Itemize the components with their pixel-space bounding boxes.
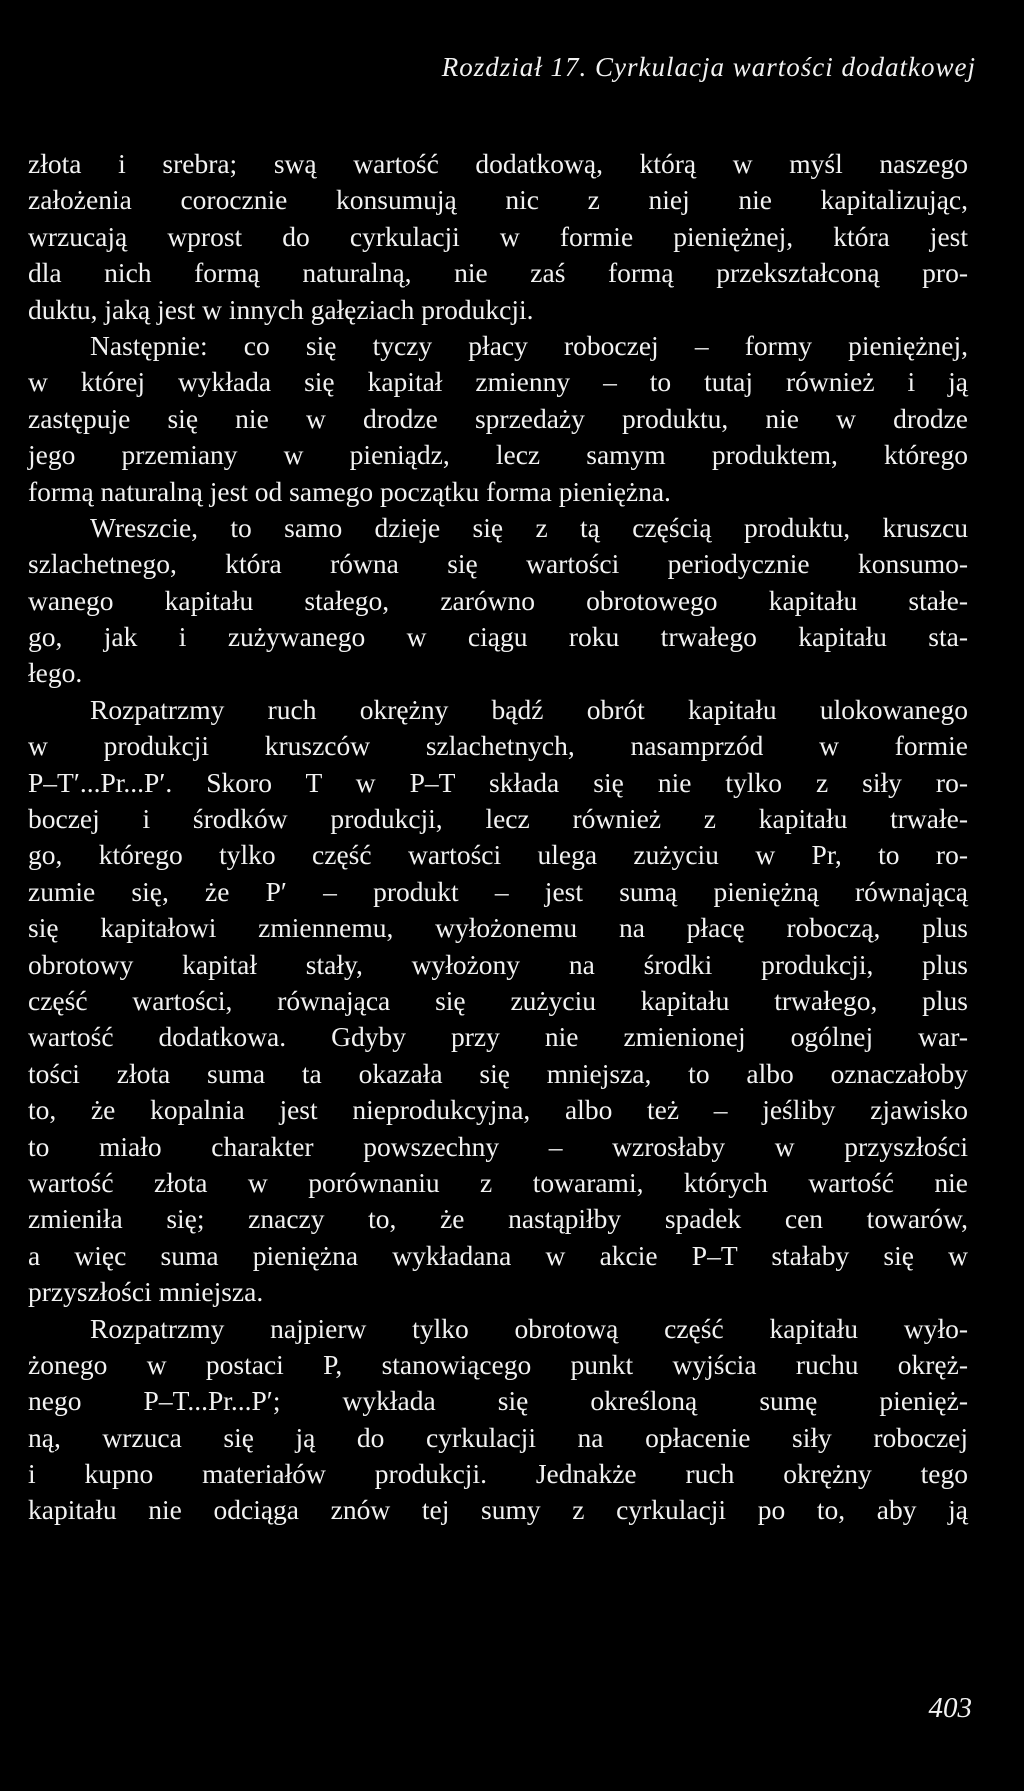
text-line: go, jak i zużywanego w ciągu roku trwałego kapitału sta- <box>28 621 968 653</box>
text-line: ną, wrzuca się ją do cyrkulacji na opłacenie siły roboczej <box>28 1421 968 1453</box>
text-line: dla nich formą naturalną, nie zaś formą przekształconą pro- <box>28 257 968 289</box>
text-line: żonego w postaci P, stanowiącego punkt wyjścia ruchu okręż- <box>28 1348 968 1380</box>
text-line: w której wykłada się kapitał zmienny – to tutaj również i ją <box>28 366 968 398</box>
text-line: obrotowy kapitał stały, wyłożony na środki produkcji, plus <box>28 948 968 980</box>
text-line: Rozpatrzmy ruch okrężny bądź obrót kapitału ulokowanego <box>90 693 968 725</box>
text-line: szlachetnego, która równa się wartości periodycznie konsumo- <box>28 548 968 580</box>
text-line: duktu, jaką jest w innych gałęziach produkcji. <box>28 293 534 325</box>
text-line: część wartości, równająca się zużyciu kapitału trwałego, plus <box>28 984 968 1016</box>
text-line: nego P–T...Pr...P′; wykłada się określoną sumę pienięż- <box>28 1385 968 1417</box>
text-line: założenia corocznie konsumują nic z niej nie kapitalizując, <box>28 184 968 216</box>
text-line: wartość dodatkowa. Gdyby przy nie zmienionej ogólnej war- <box>28 1021 968 1053</box>
text-line: przyszłości mniejsza. <box>28 1276 264 1308</box>
running-header: Rozdział 17. Cyrkulacja wartości dodatkowej <box>441 52 976 82</box>
text-line: go, którego tylko część wartości ulega zużyciu w Pr, to ro- <box>28 839 968 871</box>
text-line: Następnie: co się tyczy płacy roboczej – formy pieniężnej, <box>90 329 968 361</box>
text-line: to miało charakter powszechny – wzrosłaby w przyszłości <box>28 1130 968 1162</box>
text-line: złota i srebra; swą wartość dodatkową, którą w myśl naszego <box>28 148 968 179</box>
text-line: P–T′...Pr...P′. Skoro T w P–T składa się nie tylko z siły ro- <box>28 766 968 798</box>
text-line: Rozpatrzmy najpierw tylko obrotową część kapitału wyło- <box>90 1312 968 1344</box>
text-line: zmieniła się; znaczy to, że nastąpiłby spadek cen towarów, <box>28 1203 968 1235</box>
text-line: boczej i środków produkcji, lecz również z kapitału trwałe- <box>28 803 968 835</box>
text-line: się kapitałowi zmiennemu, wyłożonemu na płacę roboczą, plus <box>28 912 968 944</box>
text-line: formą naturalną jest od samego początku forma pieniężna. <box>28 475 671 507</box>
text-line: kapitału nie odciąga znów tej sumy z cyrkulacji po to, aby ją <box>28 1494 968 1526</box>
text-line: łego. <box>28 657 83 689</box>
text-line: w produkcji kruszców szlachetnych, nasamprzód w formie <box>28 730 968 762</box>
text-line: wrzucają wprost do cyrkulacji w formie pieniężnej, która jest <box>28 220 968 252</box>
text-line: wartość złota w porównaniu z towarami, których wartość nie <box>28 1166 968 1198</box>
text-line: a więc suma pieniężna wykładana w akcie P–T stałaby się w <box>28 1239 968 1271</box>
text-line: Wreszcie, to samo dzieje się z tą częścią produktu, kruszcu <box>90 511 968 543</box>
text-line: zastępuje się nie w drodze sprzedaży produktu, nie w drodze <box>28 402 968 434</box>
page-number: 403 <box>928 1692 972 1724</box>
text-line: i kupno materiałów produkcji. Jednakże ruch okrężny tego <box>28 1458 968 1490</box>
page-body-text <box>28 146 968 1529</box>
text-line: wanego kapitału stałego, zarówno obrotowego kapitału stałe- <box>28 584 968 616</box>
text-line: zumie się, że P′ – produkt – jest sumą pieniężną równającą <box>28 875 968 907</box>
text-line: tości złota suma ta okazała się mniejsza, to albo oznaczałoby <box>28 1057 968 1089</box>
text-line: to, że kopalnia jest nieprodukcyjna, albo też – jeśliby zjawisko <box>28 1094 968 1126</box>
text-line: jego przemiany w pieniądz, lecz samym produktem, którego <box>28 439 968 471</box>
